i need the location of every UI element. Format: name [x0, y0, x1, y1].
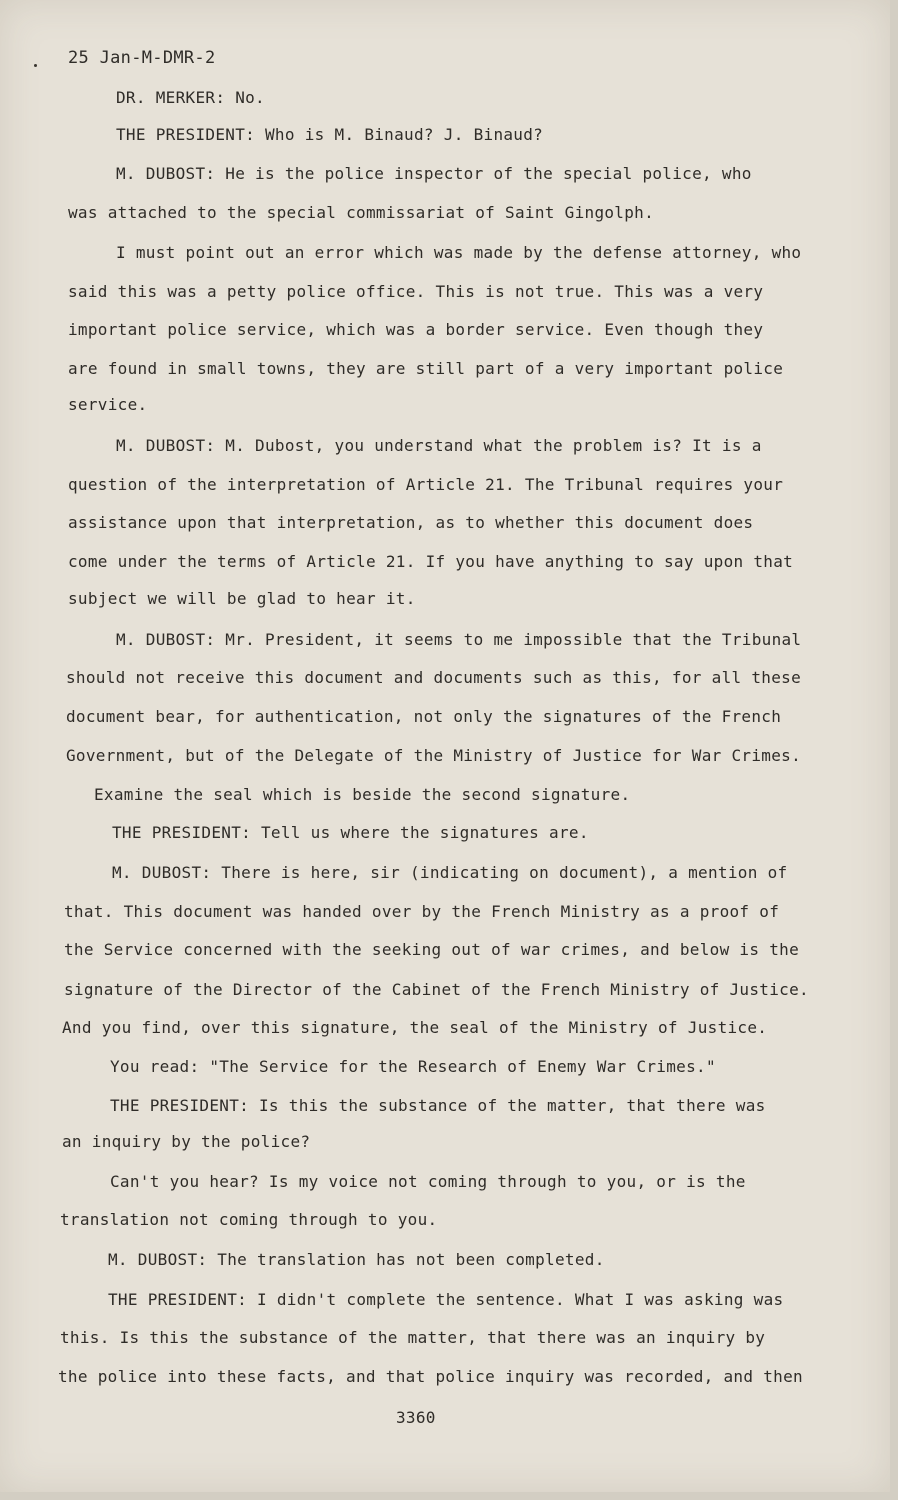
page-number: 3360: [396, 1408, 436, 1427]
text-line: document bear, for authentication, not only the signatures of the French: [66, 707, 782, 726]
text-line: THE PRESIDENT: Who is M. Binaud? J. Binaud?: [116, 125, 544, 144]
text-line: said this was a petty police office. This is not true. This was a very: [68, 282, 764, 301]
text-line: M. DUBOST: M. Dubost, you understand what the problem is? It is a: [116, 436, 762, 455]
text-line: are found in small towns, they are still part of a very important police: [68, 359, 784, 378]
text-line: Can't you hear? Is my voice not coming through to you, or is the: [110, 1172, 746, 1191]
text-line: DR. MERKER: No.: [116, 88, 265, 107]
text-line: assistance upon that interpretation, as to whether this document does: [68, 513, 754, 532]
text-line: was attached to the special commissariat of Saint Gingolph.: [68, 203, 655, 222]
text-line: THE PRESIDENT: Tell us where the signatures are.: [112, 823, 589, 842]
margin-mark: [34, 64, 37, 67]
text-line: M. DUBOST: He is the police inspector of the special police, who: [116, 164, 752, 183]
text-line: service.: [68, 395, 148, 414]
text-line: THE PRESIDENT: I didn't complete the sentence. What I was asking was: [108, 1290, 784, 1309]
text-line: And you find, over this signature, the seal of the Ministry of Justice.: [62, 1018, 768, 1037]
text-line: come under the terms of Article 21. If you have anything to say upon that: [68, 552, 794, 571]
text-line: this. Is this the substance of the matter, that there was an inquiry by: [60, 1328, 766, 1347]
text-line: an inquiry by the police?: [62, 1132, 311, 1151]
page-header: 25 Jan-M-DMR-2: [68, 48, 216, 68]
text-line: Government, but of the Delegate of the Ministry of Justice for War Crimes.: [66, 746, 802, 765]
text-line: M. DUBOST: The translation has not been completed.: [108, 1250, 605, 1269]
text-line: M. DUBOST: Mr. President, it seems to me impossible that the Tribunal: [116, 630, 802, 649]
text-line: signature of the Director of the Cabinet of the French Ministry of Justice.: [64, 980, 809, 999]
text-line: subject we will be glad to hear it.: [68, 589, 416, 608]
text-line: You read: "The Service for the Research of Enemy War Crimes.": [110, 1057, 716, 1076]
text-line: the Service concerned with the seeking out of war crimes, and below is the: [64, 940, 800, 959]
text-line: should not receive this document and documents such as this, for all these: [66, 668, 802, 687]
text-line: question of the interpretation of Article 21. The Tribunal requires your: [68, 475, 784, 494]
text-line: M. DUBOST: There is here, sir (indicating on document), a mention of: [112, 863, 788, 882]
text-line: the police into these facts, and that police inquiry was recorded, and then: [58, 1367, 803, 1386]
text-line: I must point out an error which was made by the defense attorney, who: [116, 243, 802, 262]
text-line: Examine the seal which is beside the second signature.: [94, 785, 631, 804]
text-line: translation not coming through to you.: [60, 1210, 438, 1229]
text-line: that. This document was handed over by the French Ministry as a proof of: [64, 902, 780, 921]
text-line: THE PRESIDENT: Is this the substance of the matter, that there was: [110, 1096, 766, 1115]
text-line: important police service, which was a border service. Even though they: [68, 320, 764, 339]
